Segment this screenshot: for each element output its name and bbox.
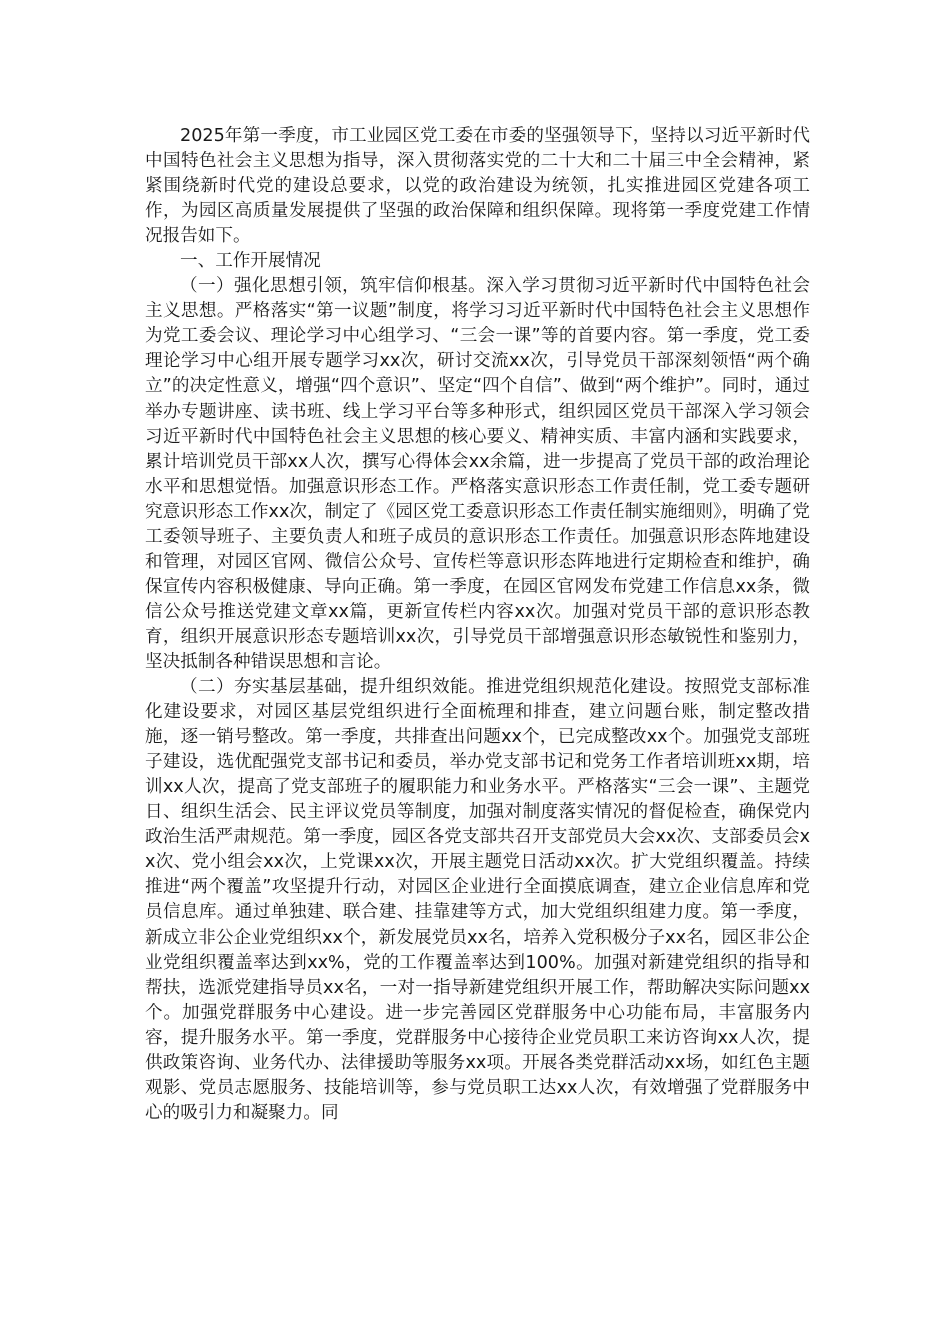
paragraph-ideological-guidance: （一）强化思想引领，筑牢信仰根基。深入学习贯彻习近平新时代中国特色社会主义思想。严格落实“第一议题”制度，将学习习近平新时代中国特色社会主义思想作为党工委会议、理论学习中心组学习、“三会一课”等的首要内容。第一季度，党工委理论学习中心组开展专题学习xx次，研讨交流xx次，引导党员干部深刻领悟“两个确立”的决定性意义，增强“四个意识”、坚定“四个自信”、做到“两个维护”。同时，通过举办专题讲座、读书班、线上学习平台等多种形式，组织园区党员干部深入学习领会习近平新时代中国特色社会主义思想的核心要义、精神实质、丰富内涵和实践要求，累计培训党员干部xx人次，撰写心得体会xx余篇，进一步提高了党员干部的政治理论水平和思想觉悟。加强意识形态工作。严格落实意识形态工作责任制，党工委专题研究意识形态工作xx次，制定了《园区党工委意识形态工作责任制实施细则》，明确了党工委领导班子、主要负责人和班子成员的意识形态工作责任。加强意识形态阵地建设和管理，对园区官网、微信公众号、宣传栏等意识形态阵地进行定期检查和维护，确保宣传内容积极健康、导向正确。第一季度，在园区官网发布党建工作信息xx条，微信公众号推送党建文章xx篇，更新宣传栏内容xx次。加强对党员干部的意识形态教育，组织开展意识形态专题培训xx次，引导党员干部增强意识形态敏锐性和鉴别力，坚决抵制各种错误思想和言论。 [145,276,810,672]
intro-paragraph: 2025年第一季度，市工业园区党工委在市委的坚强领导下，坚持以习近平新时代中国特色社会主义思想为指导，深入贯彻落实党的二十大和二十届三中全会精神，紧紧围绕新时代党的建设总要求，以党的政治建设为统领，扎实推进园区党建各项工作，为园区高质量发展提供了坚强的政治保障和组织保障。现将第一季度党建工作情况报告如下。 [145,126,810,247]
document-page [145,124,810,1126]
paragraph-grassroots-foundation: （二）夯实基层基础，提升组织效能。推进党组织规范化建设。按照党支部标准化建设要求，对园区基层党组织进行全面梳理和排查，建立问题台账，制定整改措施，逐一销号整改。第一季度，共排查出问题xx个，已完成整改xx个。加强党支部班子建设，选优配强党支部书记和委员，举办党支部书记和党务工作者培训班xx期，培训xx人次，提高了党支部班子的履职能力和业务水平。严格落实“三会一课”、主题党日、组织生活会、民主评议党员等制度，加强对制度落实情况的督促检查，确保党内政治生活严肃规范。第一季度，园区各党支部共召开支部党员大会xx次、支部委员会xx次、党小组会xx次，上党课xx次，开展主题党日活动xx次。扩大党组织覆盖。持续推进“两个覆盖”攻坚提升行动，对园区企业进行全面摸底调查，建立企业信息库和党员信息库。通过单独建、联合建、挂靠建等方式，加大党组织组建力度。第一季度，新成立非公企业党组织xx个，新发展党员xx名，培养入党积极分子xx名，园区非公企业党组织覆盖率达到xx%，党的工作覆盖率达到100%。加强对新建党组织的指导和帮扶，选派党建指导员xx名，一对一指导新建党组织开展工作，帮助解决实际问题xx个。加强党群服务中心建设。进一步完善园区党群服务中心功能布局，丰富服务内容，提升服务水平。第一季度，党群服务中心接待企业党员职工来访咨询xx人次，提供政策咨询、业务代办、法律援助等服务xx项。开展各类党群活动xx场，如红色主题观影、党员志愿服务、技能培训等，参与党员职工达xx人次，有效增强了党群服务中心的吸引力和凝聚力。同 [145,677,810,1123]
section-heading: 一、工作开展情况 [180,251,321,272]
